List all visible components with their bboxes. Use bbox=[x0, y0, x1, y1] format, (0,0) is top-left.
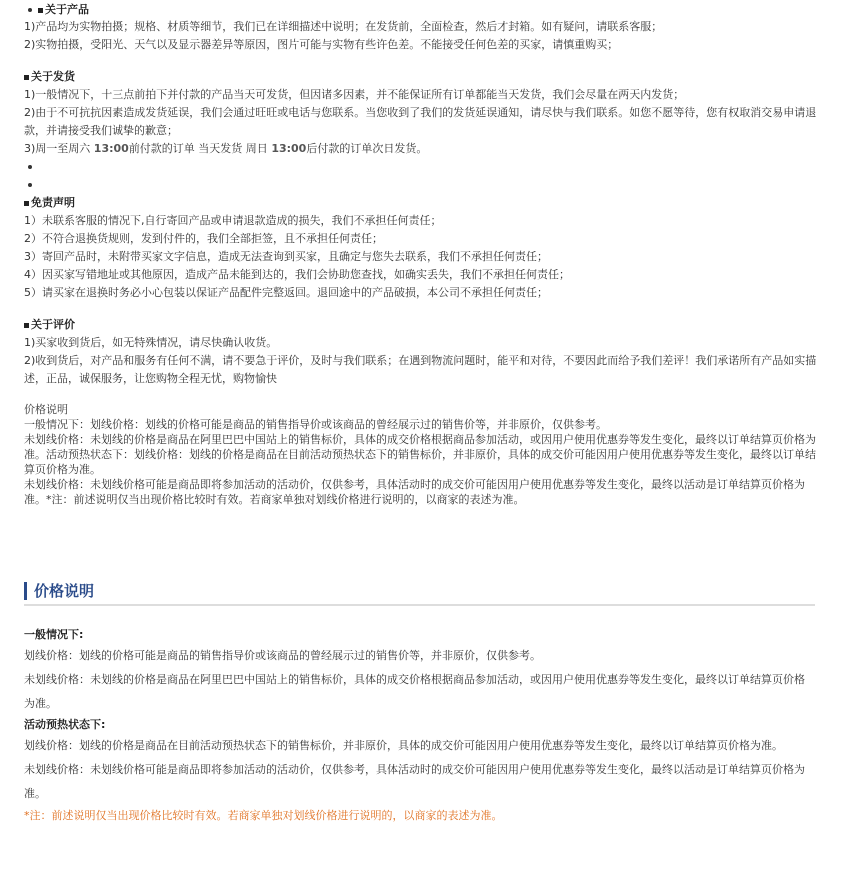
price-plain-block bbox=[24, 402, 824, 507]
review-heading: 关于评价 bbox=[24, 316, 824, 334]
disclaimer-item-2: 2）不符合退换货规则，发到付件的，我们全部拒签，且不承担任何责任； bbox=[24, 232, 383, 245]
bullet-icon bbox=[28, 165, 32, 169]
price-note: *注：前述说明仅当出现价格比较时有效。若商家单独对划线价格进行说明的，以商家的表述为准。 bbox=[24, 809, 503, 822]
price-plain-p1: 一般情况下：划线价格：划线的价格可能是商品的销售指导价或该商品的曾经展示过的销售价等，并非原价，仅供参考。 bbox=[24, 418, 607, 431]
disclaimer-item-1: 1）未联系客服的情况下,自行寄回产品或申请退款造成的损失，我们不承担任何责任； bbox=[24, 214, 442, 227]
disclaimer-heading: 免责声明 bbox=[24, 194, 824, 212]
heading-accent-bar bbox=[24, 582, 27, 600]
price-plain-p3: 未划线价格：未划线价格可能是商品即将参加活动的活动价，仅供参考，具体活动时的成交价可能因用户使用优惠券等发生变化，最终以活动是订单结算页价格为准。*注：前述说明仅当出现价格比较时有效。若商家单独对划线价格进行说明的，以商家的表述为准。 bbox=[24, 478, 805, 506]
review-item-1: 1)买家收到货后，如无特殊情况，请尽快确认收货。 bbox=[24, 336, 278, 349]
price-para-4: 未划线价格：未划线价格可能是商品即将参加活动的活动价，仅供参考，具体活动时的成交价可能因用户使用优惠券等发生变化，最终以活动是订单结算页价格为准。 bbox=[24, 763, 805, 800]
square-bullet-icon bbox=[24, 201, 29, 206]
price-section-header bbox=[24, 580, 815, 606]
price-plain-title: 价格说明 bbox=[24, 403, 68, 416]
disclaimer-item-5: 5）请买家在退换时务必小心包装以保证产品配件完整返回。退回途中的产品破损，本公司不承担任何责任； bbox=[24, 286, 548, 299]
policy-text-block bbox=[24, 0, 824, 507]
price-section-heading: 价格说明 bbox=[34, 582, 95, 600]
price-plain-p2: 未划线价格：未划线的价格是商品在阿里巴巴中国站上的销售标价，具体的成交价格根据商品参加活动，或因用户使用优惠券等发生变化，最终以订单结算页价格为准。活动预热状态下：划线价格：划线的价格是商品在目前活动预热状态下的销售标价，并非原价，具体的成交价可能因用户使用优惠券等发生变化，最终以订单结算页价格为准。 bbox=[24, 433, 816, 476]
empty-bullet bbox=[24, 158, 824, 176]
shipping-heading: 关于发货 bbox=[24, 68, 824, 86]
price-para-3: 划线价格：划线的价格是商品在目前活动预热状态下的销售标价，并非原价，具体的成交价可能因用户使用优惠券等发生变化，最终以订单结算页价格为准。 bbox=[24, 739, 783, 752]
price-section-body bbox=[24, 626, 814, 826]
price-para-2: 未划线价格：未划线的价格是商品在阿里巴巴中国站上的销售标价，具体的成交价格根据商品参加活动，或因用户使用优惠券等发生变化，最终以订单结算页价格为准。 bbox=[24, 673, 805, 710]
product-item-2: 2)实物拍摄，受阳光、天气以及显示器差异等原因，图片可能与实物有些许色差。不能接受任何色差的买家，请慎重购买； bbox=[24, 38, 619, 51]
price-para-1: 划线价格：划线的价格可能是商品的销售指导价或该商品的曾经展示过的销售价等，并非原价，仅供参考。 bbox=[24, 649, 541, 662]
bullet-icon bbox=[28, 8, 32, 12]
square-bullet-icon bbox=[24, 75, 29, 80]
price-sub-general: 一般情况下: bbox=[24, 628, 84, 641]
review-item-2: 2)收到货后，对产品和服务有任何不满，请不要急于评价，及时与我们联系；在遇到物流问题时，能平和对待，不要因此而给予我们差评！我们承诺所有产品如实描述，正品，诚保服务，让您购物全程无忧，购物愉快 bbox=[24, 354, 817, 385]
price-sub-preheat: 活动预热状态下: bbox=[24, 718, 106, 731]
bullet-icon bbox=[28, 183, 32, 187]
empty-bullet bbox=[24, 176, 824, 194]
product-item-1: 1)产品均为实物拍摄；规格、材质等细节，我们已在详细描述中说明；在发货前，全面检查，然后才封箱。如有疑问，请联系客服； bbox=[24, 20, 663, 33]
shipping-item-3: 3)周一至周六 13:00前付款的订单 当天发货 周日 13:00后付款的订单次日发货。 bbox=[24, 142, 428, 155]
product-heading: 关于产品 bbox=[24, 2, 824, 18]
disclaimer-item-4: 4）因买家写错地址或其他原因，造成产品未能到达的，我们会协助您查找，如确实丢失，我们不承担任何责任； bbox=[24, 268, 570, 281]
disclaimer-item-3: 3）寄回产品时，未附带买家文字信息，造成无法查询到买家，且确定与您失去联系，我们不承担任何责任； bbox=[24, 250, 548, 263]
square-bullet-icon bbox=[24, 323, 29, 328]
shipping-item-1: 1)一般情况下，十三点前拍下并付款的产品当天可发货，但因诸多因素，并不能保证所有订单都能当天发货，我们会尽量在两天内发货； bbox=[24, 88, 685, 101]
square-bullet-icon bbox=[38, 8, 43, 13]
shipping-item-2: 2)由于不可抗抗因素造成发货延误，我们会通过旺旺或电话与您联系。当您收到了我们的发货延误通知，请尽快与我们联系。如您不愿等待，您有权取消交易申请退款，并请接受我们诚挚的歉意； bbox=[24, 106, 817, 137]
